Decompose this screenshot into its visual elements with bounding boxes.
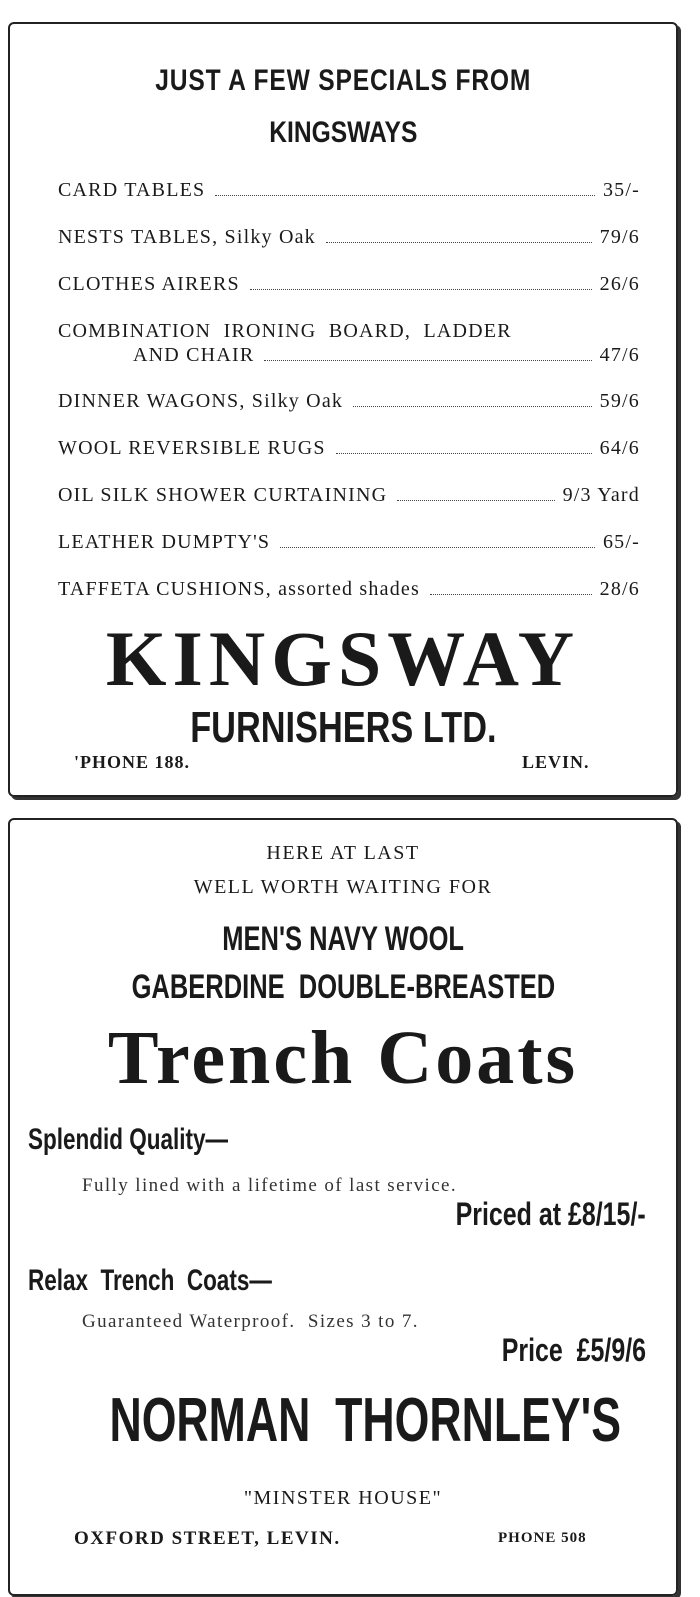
item-name: LEATHER DUMPTY'S xyxy=(58,531,271,553)
list-item xyxy=(58,320,640,390)
intro-line1: HERE AT LAST xyxy=(266,842,420,864)
dot-leader xyxy=(215,179,595,196)
item-name: DINNER WAGONS, Silky Oak xyxy=(58,390,344,412)
kingsway-advertisement xyxy=(8,22,678,797)
store-name: NORMAN THORNLEY'S xyxy=(109,1386,622,1455)
section1-title: Splendid Quality— xyxy=(28,1123,229,1156)
intro-line2: WELL WORTH WAITING FOR xyxy=(193,876,493,898)
dot-leader xyxy=(326,226,592,243)
item-price: 79/6 xyxy=(599,226,640,248)
item-name: WOOL REVERSIBLE RUGS xyxy=(58,437,326,459)
item-price: 28/6 xyxy=(599,578,640,600)
item-name-line1: COMBINATION IRONING BOARD, LADDER xyxy=(58,320,512,342)
kingsway-heading-line1: JUST A FEW SPECIALS FROM xyxy=(155,64,531,97)
item-name: CARD TABLES xyxy=(58,179,206,201)
dot-leader xyxy=(353,390,592,407)
section2-description: Guaranteed Waterproof. Sizes 3 to 7. xyxy=(82,1311,419,1332)
list-item xyxy=(58,484,640,531)
section2-price: Price £5/9/6 xyxy=(501,1332,646,1368)
section2-title: Relax Trench Coats— xyxy=(28,1264,272,1297)
dot-leader xyxy=(336,437,592,454)
item-name-line2: AND CHAIR xyxy=(133,344,255,366)
kingsway-brand-subtitle: FURNISHERS LTD. xyxy=(189,703,497,752)
item-name: NESTS TABLES, Silky Oak xyxy=(58,226,316,248)
specials-list xyxy=(58,179,640,625)
headline: Trench Coats xyxy=(107,1016,579,1100)
thornley-advertisement xyxy=(8,818,678,1596)
dot-leader xyxy=(264,344,591,361)
dot-leader xyxy=(280,531,595,548)
list-item xyxy=(58,273,640,320)
item-price: 47/6 xyxy=(599,344,640,366)
item-name: CLOTHES AIRERS xyxy=(58,273,240,295)
item-price: 65/- xyxy=(602,531,640,553)
item-price: 35/- xyxy=(602,179,640,201)
item-name: OIL SILK SHOWER CURTAINING xyxy=(58,484,388,506)
product-line2: GABERDINE DOUBLE-BREASTED xyxy=(131,968,555,1006)
product-line1: MEN'S NAVY WOOL xyxy=(222,920,464,958)
store-phone: PHONE 508 xyxy=(498,1530,587,1546)
item-price: 59/6 xyxy=(599,390,640,412)
section1-description: Fully lined with a lifetime of last service. xyxy=(82,1175,458,1196)
item-price: 9/3 Yard xyxy=(562,484,640,506)
list-item xyxy=(58,531,640,578)
list-item xyxy=(58,437,640,484)
list-item xyxy=(58,226,640,273)
list-item xyxy=(58,179,640,226)
item-name: TAFFETA CUSHIONS, assorted shades xyxy=(58,578,420,600)
dot-leader xyxy=(397,484,554,501)
list-item xyxy=(58,390,640,437)
kingsway-heading-line2: KINGSWAYS xyxy=(268,116,418,149)
section1-price: Priced at £8/15/- xyxy=(455,1196,646,1232)
kingsway-phone: 'PHONE 188. xyxy=(74,752,191,772)
kingsway-brand: KINGSWAY xyxy=(105,615,581,702)
kingsway-town: LEVIN. xyxy=(522,752,590,772)
store-subtitle: "MINSTER HOUSE" xyxy=(243,1487,443,1509)
dot-leader xyxy=(250,273,592,290)
dot-leader xyxy=(430,578,592,595)
item-price: 26/6 xyxy=(599,273,640,295)
store-address: OXFORD STREET, LEVIN. xyxy=(74,1528,341,1549)
item-price: 64/6 xyxy=(599,437,640,459)
